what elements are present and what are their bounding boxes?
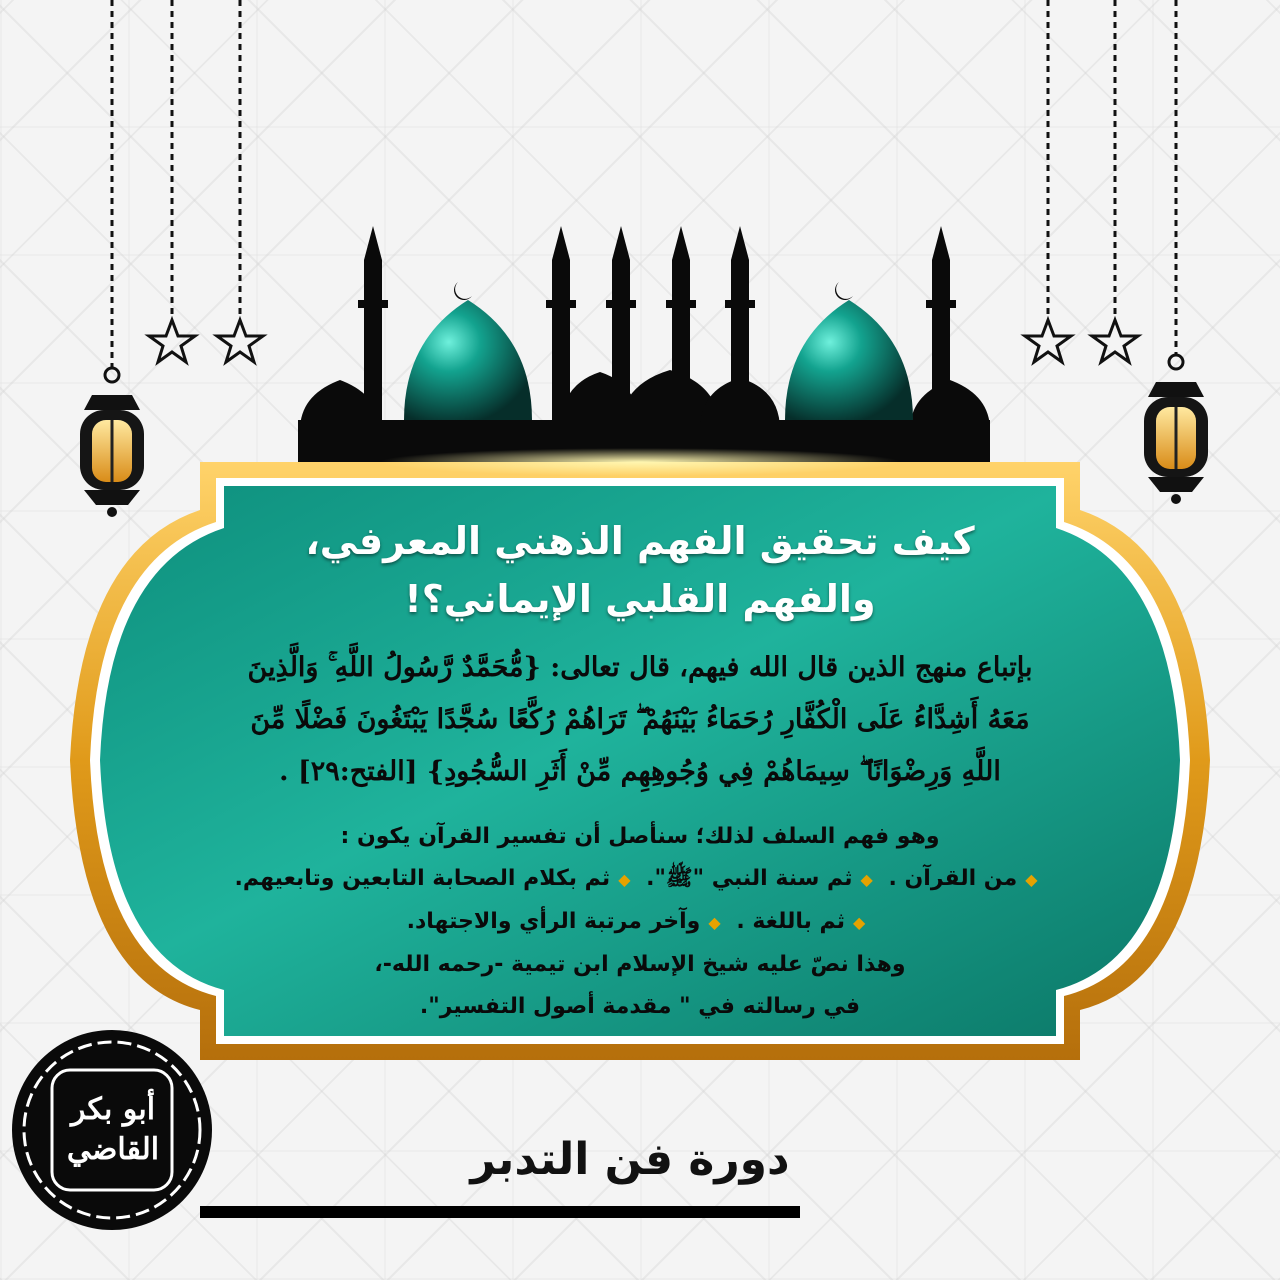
footer-underline xyxy=(200,1206,800,1218)
hanging-star-left-1 xyxy=(149,0,195,362)
closing-line-2: في رسالته في " مقدمة أصول التفسير". xyxy=(419,994,861,1019)
lantern-left xyxy=(80,0,144,517)
footer-title: دورة فن التدبر xyxy=(470,1134,790,1185)
page-title: كيف تحقيق الفهم الذهني المعرفي، والفهم القلبي الإيماني؟! xyxy=(305,519,975,621)
hanging-star-right-2 xyxy=(1092,0,1138,362)
bullet-line-1 xyxy=(230,858,1050,901)
closing-line-1: وهذا نصّ عليه شيخ الإسلام ابن تيمية -رحمه الله-، xyxy=(374,952,906,977)
hanging-star-left-2 xyxy=(217,0,263,362)
diamond-bullet-icon: ◆ xyxy=(1025,870,1038,889)
bullet-line-2 xyxy=(230,901,1050,944)
diamond-bullet-icon: ◆ xyxy=(618,870,631,889)
bullet-item: ثم بكلام الصحابة التابعين وتابعيهم. xyxy=(234,866,611,891)
bullet-item: ثم باللغة . xyxy=(736,909,846,934)
hanging-star-right-1 xyxy=(1025,0,1071,362)
mosque-silhouette xyxy=(298,226,990,480)
diamond-bullet-icon: ◆ xyxy=(708,913,721,932)
bullet-item: ثم سنة النبي "ﷺ". xyxy=(646,866,853,891)
diamond-bullet-icon: ◆ xyxy=(860,870,873,889)
explanation-block xyxy=(230,816,1050,1028)
diamond-bullet-icon: ◆ xyxy=(853,913,866,932)
quran-verse: بإتباع منهج الذين قال الله فيهم، قال تعالى: {مُّحَمَّدٌ رَّسُولُ اللَّهِ ۚ وَالَّذِينَ مَعَهُ أَشِدَّاءُ عَلَى الْكُفَّارِ رُحَمَاءُ بَيْنَهُمْ ۖ تَرَاهُمْ رُكَّعًا سُجَّدًا يَبْتَغُونَ فَضْلًا مِّنَ اللَّهِ وَرِضْوَانًا ۖ سِيمَاهُمْ فِي وُجُوهِهِم مِّنْ أَثَرِ السُّجُودِ} [الفتح:٢٩] . xyxy=(247,652,1033,787)
logo-text: أبو بكر القاضي xyxy=(66,1092,160,1167)
intro-line: وهو فهم السلف لذلك؛ سنأصل أن تفسير القرآن يكون : xyxy=(340,824,940,849)
bullet-item: من القرآن . xyxy=(888,866,1018,891)
bullet-item: وآخر مرتبة الرأي والاجتهاد. xyxy=(406,909,701,934)
lantern-right xyxy=(1144,0,1208,504)
panel-content xyxy=(230,500,1050,1060)
